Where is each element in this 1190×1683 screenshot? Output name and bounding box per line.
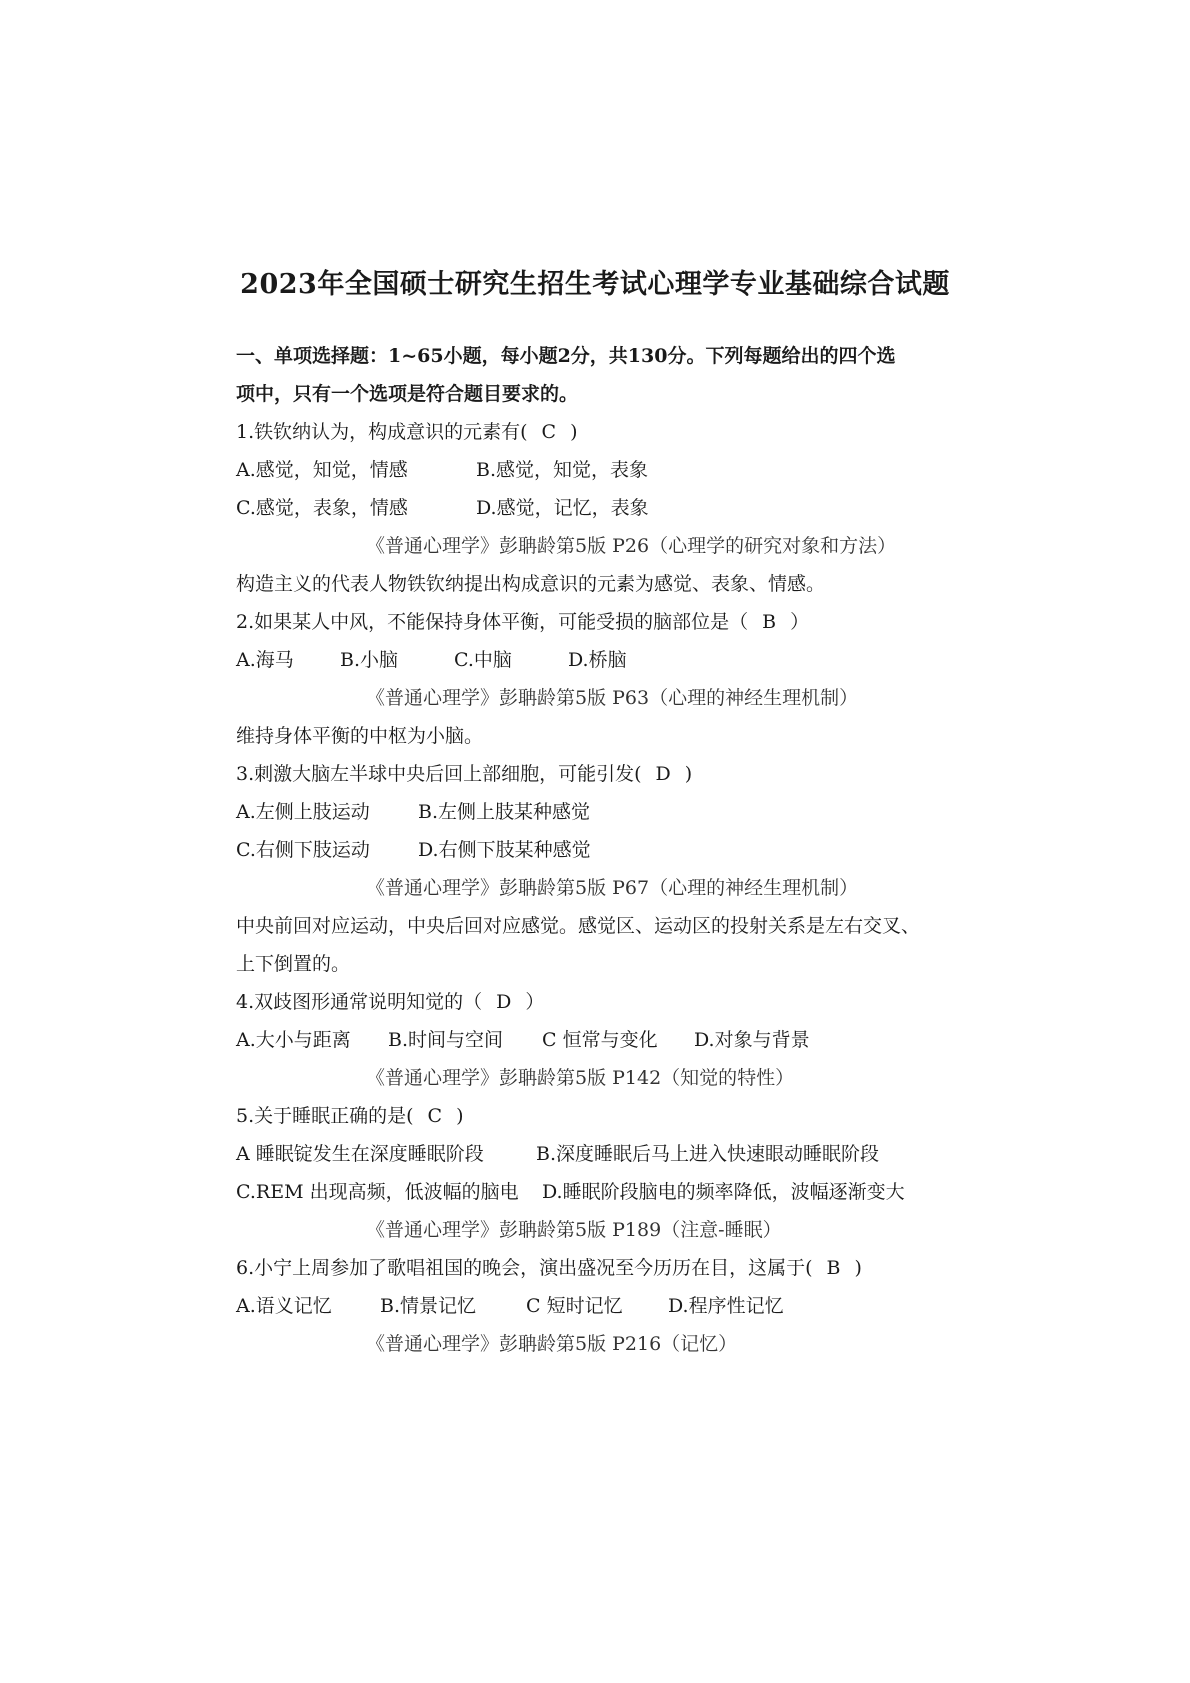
option: D.对象与背景: [694, 1029, 810, 1051]
question-5-stem: [236, 1104, 464, 1128]
question-6-reference: 《普通心理学》彭聃龄第5版 P216（记忆）: [366, 1333, 738, 1355]
option: C.REM 出现高频，低波幅的脑电: [236, 1181, 519, 1203]
option: A.海马: [236, 649, 294, 671]
question-4-reference: 《普通心理学》彭聃龄第5版 P142（知觉的特性）: [366, 1067, 795, 1089]
option: D.程序性记忆: [668, 1295, 784, 1317]
question-2-reference: 《普通心理学》彭聃龄第5版 P63（心理的神经生理机制）: [366, 687, 859, 709]
question-2-text: 2.如果某人中风，不能保持身体平衡，可能受损的脑部位是（: [236, 611, 749, 633]
question-1-reference: 《普通心理学》彭聃龄第5版 P26（心理学的研究对象和方法）: [366, 535, 897, 557]
question-2-stem: [236, 610, 809, 634]
option: C.中脑: [454, 649, 512, 671]
question-3-answer: D: [655, 763, 671, 785]
option: D.睡眠阶段脑电的频率降低，波幅逐渐变大: [542, 1181, 905, 1203]
option: C.感觉，表象，情感: [236, 497, 408, 519]
question-6-close: ): [854, 1257, 862, 1279]
question-4-stem: [236, 990, 544, 1014]
section-heading-line2: 项中，只有一个选项是符合题目要求的。: [236, 383, 579, 405]
option: A.大小与距离: [236, 1029, 351, 1051]
question-6-text: 6.小宁上周参加了歌唱祖国的晚会，演出盛况至今历历在目，这属于(: [236, 1257, 813, 1279]
question-5-answer: C: [427, 1105, 443, 1127]
question-2-close: ）: [790, 611, 810, 633]
option: B.深度睡眠后马上进入快速眼动睡眠阶段: [536, 1143, 880, 1165]
question-1-stem: [236, 420, 578, 444]
question-1-explanation: 构造主义的代表人物铁钦纳提出构成意识的元素为感觉、表象、情感。: [236, 573, 826, 595]
question-2-answer: B: [762, 611, 777, 633]
question-3-close: ): [684, 763, 693, 785]
option: C 恒常与变化: [542, 1029, 658, 1051]
option: D.桥脑: [568, 649, 627, 671]
option: D.感觉，记忆，表象: [476, 497, 649, 519]
question-2-explanation: 维持身体平衡的中枢为小脑。: [236, 725, 484, 747]
question-1-text: 1.铁钦纳认为，构成意识的元素有(: [236, 421, 528, 443]
question-6-answer: B: [826, 1257, 841, 1279]
question-1-answer: C: [541, 421, 557, 443]
option: B.情景记忆: [380, 1295, 477, 1317]
option: A.语义记忆: [236, 1295, 332, 1317]
question-3-text: 3.刺激大脑左半球中央后回上部细胞，可能引发(: [236, 763, 642, 785]
question-1-close: ): [570, 421, 578, 443]
option: B.小脑: [340, 649, 399, 671]
question-5-close: ): [456, 1105, 464, 1127]
question-4-text: 4.双歧图形通常说明知觉的（: [236, 991, 483, 1013]
question-5-text: 5.关于睡眠正确的是(: [236, 1105, 414, 1127]
question-3-stem: [236, 762, 692, 786]
option: B.感觉，知觉，表象: [476, 459, 649, 481]
page-title: 2023年全国硕士研究生招生考试心理学专业基础综合试题: [240, 269, 950, 300]
option: D.右侧下肢某种感觉: [418, 839, 591, 861]
question-4-close: ）: [525, 991, 545, 1013]
question-3-reference: 《普通心理学》彭聃龄第5版 P67（心理的神经生理机制）: [366, 877, 859, 899]
option: A 睡眠锭发生在深度睡眠阶段: [236, 1143, 484, 1165]
question-4-answer: D: [496, 991, 512, 1013]
question-3-explanation-line2: 上下倒置的。: [236, 953, 351, 975]
option: B.左侧上肢某种感觉: [418, 801, 591, 823]
option: C.右侧下肢运动: [236, 839, 370, 861]
question-6-stem: [236, 1256, 862, 1280]
option: A.左侧上肢运动: [236, 801, 370, 823]
question-5-reference: 《普通心理学》彭聃龄第5版 P189（注意-睡眠）: [366, 1219, 782, 1241]
section-heading-line1: 一、单项选择题：1~65小题，每小题2分，共130分。下列每题给出的四个选: [236, 345, 896, 367]
option: A.感觉，知觉，情感: [236, 459, 408, 481]
option: B.时间与空间: [388, 1029, 504, 1051]
option: C 短时记忆: [526, 1295, 623, 1317]
question-3-explanation-line1: 中央前回对应运动，中央后回对应感觉。感觉区、运动区的投射关系是左右交叉、: [236, 915, 921, 937]
